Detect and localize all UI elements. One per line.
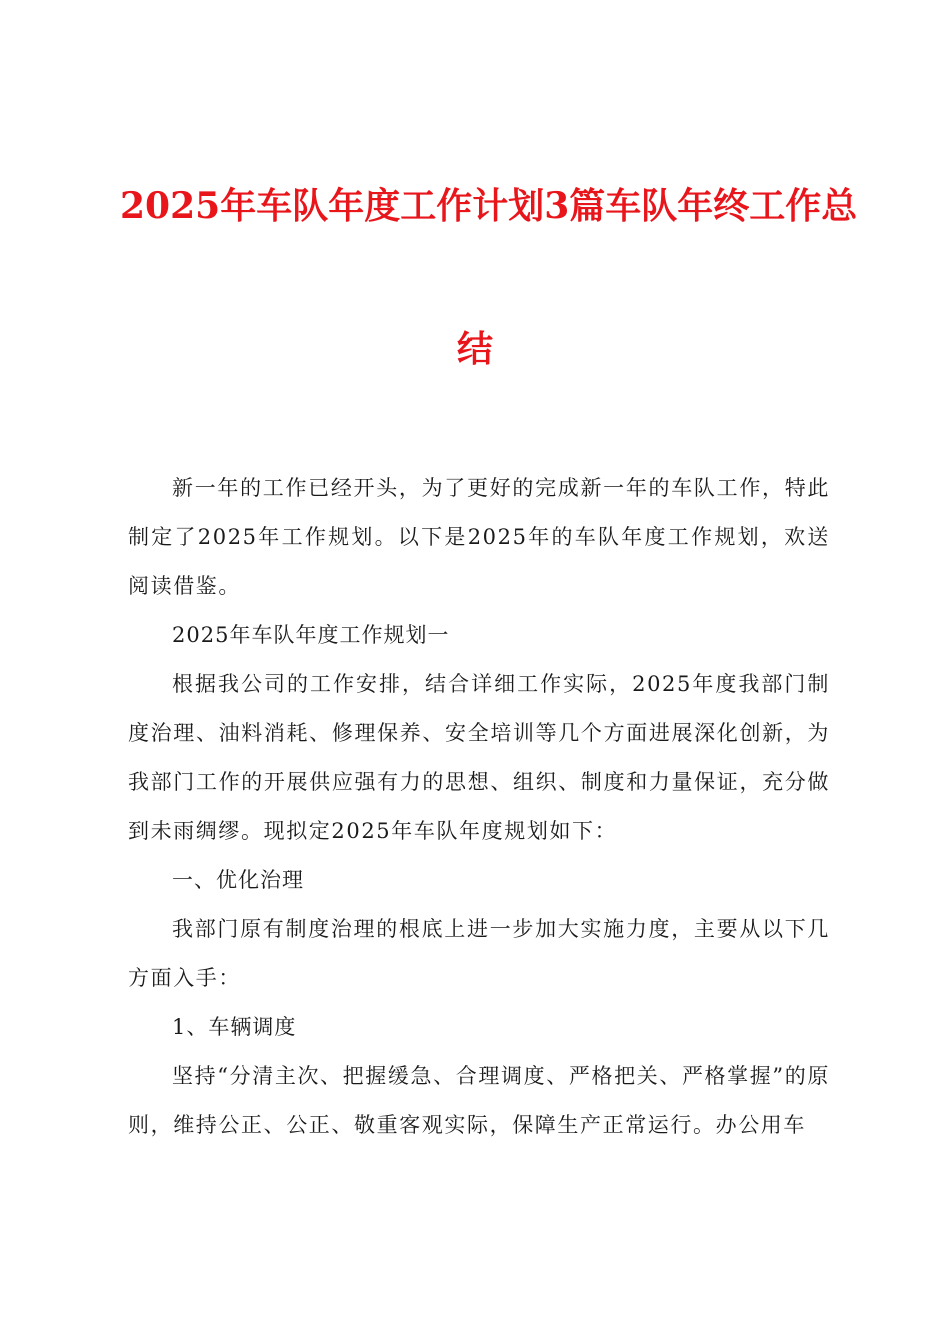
body-paragraph-dispatch: 坚持“分清主次、把握缓急、合理调度、严格把关、严格掌握”的原则，维持公正、公正、敬重客观实际，保障生产正常运行。办公用车	[128, 1064, 830, 1137]
body-paragraph-arrangement: 根据我公司的工作安排，结合详细工作实际，2025年度我部门制度治理、油料消耗、修理保养、安全培训等几个方面进展深化创新，为我部门工作的开展供应强有力的思想、组织、制度和力量保证，充分做到未雨绸缪。现拟定2025年车队年度规划如下：	[128, 672, 830, 843]
title-line-1: 2025年车队年度工作计划3篇车队年终工作总	[120, 185, 858, 227]
title-line-2: 结	[456, 328, 493, 370]
intro-paragraph: 新一年的工作已经开头，为了更好的完成新一年的车队工作，特此制定了2025年工作规划。以下是2025年的车队年度工作规划，欢送阅读借鉴。	[128, 476, 830, 598]
section-heading-plan-one: 2025年车队年度工作规划一	[172, 623, 450, 647]
subsection-heading-dispatch: 1、车辆调度	[172, 1015, 297, 1039]
body-paragraph-system: 我部门原有制度治理的根底上进一步加大实施力度，主要从以下几方面入手：	[128, 917, 830, 990]
document-body	[128, 464, 830, 1150]
document-title	[120, 178, 858, 377]
section-heading-optimize: 一、优化治理	[172, 868, 304, 892]
